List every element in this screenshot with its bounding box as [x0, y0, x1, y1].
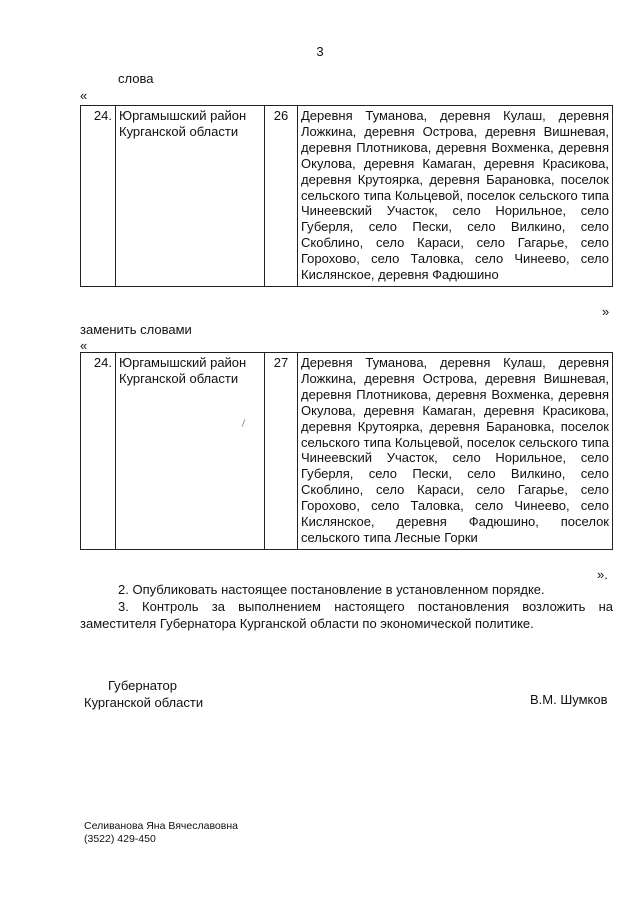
close-quote-2: ». — [597, 567, 608, 582]
row-number: 24. — [81, 353, 116, 550]
old-table — [80, 105, 613, 287]
author-phone: (3522) 429-450 — [84, 833, 156, 845]
region-name: Юргамышский район Курганской области — [116, 106, 265, 287]
signatory-name: В.М. Шумков — [530, 692, 608, 707]
table-row — [81, 106, 613, 287]
settlement-count: 26 — [265, 106, 298, 287]
settlement-list: Деревня Туманова, деревня Кулаш, деревня Ложкина, деревня Острова, деревня Вишневая, деревня Плотникова, деревня Вохменка, деревня Окулова, деревня Камаган, деревня Красикова, деревня Крутоярка, деревня Барановка, поселок сельского типа Кольцевой, поселок сельского типа Чинеевский Участок, село Норильное, село Губерля, село Пески, село Вилкино, село Скоблино, село Караси, село Гагарье, село Горохово, село Таловка, село Чинеево, село Кислянское, деревня Фадюшино — [298, 106, 613, 287]
author-name: Селиванова Яна Вячеславовна — [84, 820, 238, 832]
paragraph-3: 3. Контроль за выполнением настоящего постановления возложить на заместителя Губернатора Курганской области по экономической политике. — [80, 599, 613, 631]
word-before-label: слова — [118, 71, 154, 86]
settlement-count: 27 — [265, 353, 298, 550]
page-number: 3 — [316, 44, 324, 59]
region-name — [116, 353, 265, 550]
signatory-title-line1: Губернатор — [108, 678, 177, 693]
table-row — [81, 353, 613, 550]
close-quote: » — [602, 304, 610, 319]
new-table — [80, 352, 613, 550]
open-quote: « — [80, 88, 88, 103]
open-quote-2: « — [80, 338, 88, 353]
settlement-list: Деревня Туманова, деревня Кулаш, деревня Ложкина, деревня Острова, деревня Вишневая, деревня Плотникова, деревня Вохменка, деревня Окулова, деревня Камаган, деревня Красикова, деревня Крутоярка, деревня Барановка, поселок сельского типа Кольцевой, поселок сельского типа Чинеевский Участок, село Норильное, село Губерля, село Пески, село Вилкино, село Скоблино, село Караси, село Гагарье, село Горохово, село Таловка, село Чинеево, село Кислянское, деревня Фадюшино, поселок сельского типа Лесные Горки — [298, 353, 613, 550]
paragraph-2: 2. Опубликовать настоящее постановление в установленном порядке. — [118, 582, 545, 597]
row-number: 24. — [81, 106, 116, 287]
replace-with-label: заменить словами — [80, 322, 192, 337]
signatory-title-line2: Курганской области — [84, 695, 204, 710]
region-name-text: Юргамышский район Курганской области — [119, 355, 247, 386]
